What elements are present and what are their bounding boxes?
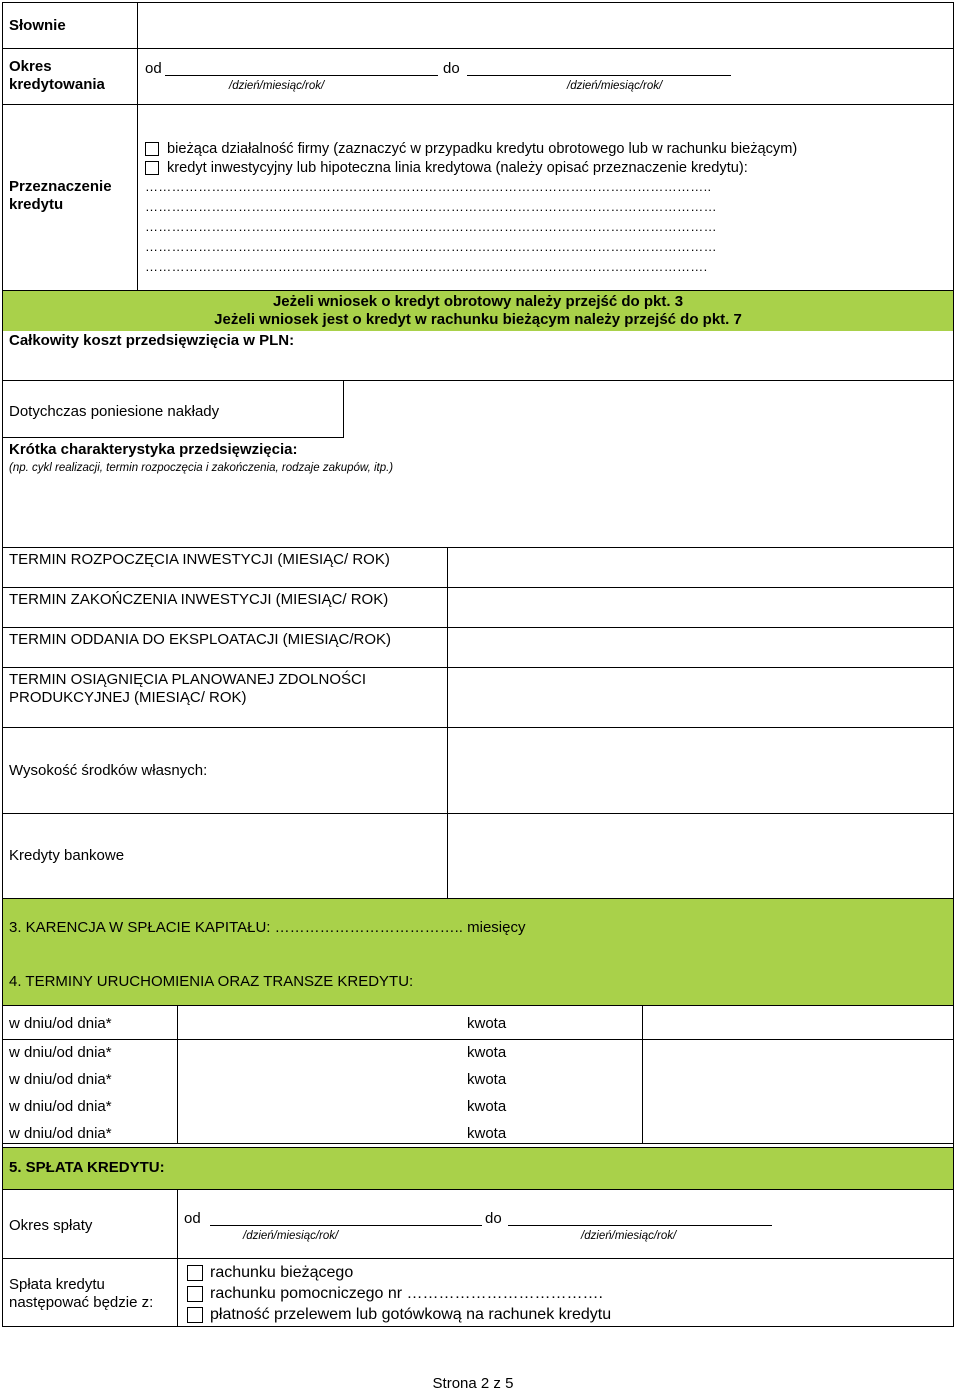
- option-rachunek-pomocniczy: rachunku pomocniczego nr ……………………………….: [210, 1285, 603, 1302]
- splata-od-label: od: [184, 1210, 201, 1227]
- splata-od-hint: /dzień/miesiąc/rok/: [243, 1230, 339, 1242]
- przeznaczenie-dots-1[interactable]: ………………………………………………………………………………………………………………..: [145, 179, 712, 194]
- termin-osiagniecia-label-2: PRODUKCYJNEJ (MIESIĄC/ ROK): [9, 689, 247, 706]
- transza-5-amount-label: kwota: [467, 1125, 507, 1142]
- notice-line-1: Jeżeli wniosek o kredyt obrotowy należy przejść do pkt. 3: [272, 293, 684, 310]
- okres-kredytowania-label-1: Okres: [9, 58, 52, 75]
- sposob-splaty-label-2: następować będzie z:: [9, 1294, 154, 1311]
- termin-oddania-field[interactable]: [449, 629, 951, 667]
- transza-3-date-label: w dniu/od dnia*: [9, 1071, 112, 1088]
- okres-do-field[interactable]: [467, 75, 731, 76]
- transza-4-amount-label: kwota: [467, 1098, 507, 1115]
- termin-zakonczenia-field[interactable]: [449, 589, 951, 627]
- termin-osiagniecia-label-1: TERMIN OSIĄGNIĘCIA PLANOWANEJ ZDOLNOŚCI: [9, 671, 366, 688]
- okres-od-field[interactable]: [165, 75, 438, 76]
- kredyty-bankowe-label: Kredyty bankowe: [9, 847, 125, 864]
- kredyty-bankowe-field[interactable]: [449, 815, 951, 898]
- od-label: od: [145, 60, 162, 77]
- transza-5-date-field[interactable]: [179, 1120, 459, 1142]
- okres-splaty-label: Okres spłaty: [9, 1217, 93, 1234]
- transza-5-date-label: w dniu/od dnia*: [9, 1125, 112, 1142]
- sposob-splaty-label-1: Spłata kredytu: [9, 1276, 105, 1293]
- charakterystyka-label: Krótka charakterystyka przedsięwzięcia:: [9, 441, 298, 458]
- okres-kredytowania-label-2: kredytowania: [9, 76, 105, 93]
- splata-do-hint: /dzień/miesiąc/rok/: [581, 1230, 677, 1242]
- przeznaczenie-dots-3[interactable]: …………………………………………………………………………………………………………………: [145, 219, 717, 234]
- checkbox-platnosc-przelewem[interactable]: [187, 1307, 203, 1323]
- srodki-wlasne-field[interactable]: [449, 729, 951, 812]
- option-biezaca-dzialalnosc: bieżąca działalność firmy (zaznaczyć w przypadku kredytu obrotowego lub w rachunku bieżącym): [167, 141, 798, 157]
- transza-1-amount-label: kwota: [467, 1015, 507, 1032]
- termin-zakonczenia-label: TERMIN ZAKOŃCZENIA INWESTYCJI (MIESIĄC/ ROK): [9, 591, 389, 608]
- splata-do-label: do: [485, 1210, 502, 1227]
- splata-title: 5. SPŁATA KREDYTU:: [9, 1159, 165, 1176]
- naklady-label: Dotychczas poniesione nakłady: [9, 403, 220, 420]
- transza-2-date-field[interactable]: [179, 1041, 459, 1065]
- termin-oddania-label: TERMIN ODDANIA DO EKSPLOATACJI (MIESIĄC/ROK): [9, 631, 391, 648]
- option-platnosc-przelewem: płatność przelewem lub gotówkową na rachunek kredytu: [210, 1306, 612, 1323]
- termin-osiagniecia-field[interactable]: [449, 669, 951, 726]
- checkbox-rachunek-pomocniczy[interactable]: [187, 1286, 203, 1302]
- transza-2-amount-field[interactable]: [644, 1041, 951, 1065]
- transza-5-amount-field[interactable]: [644, 1120, 951, 1142]
- przeznaczenie-dots-2[interactable]: …………………………………………………………………………………………………………………: [145, 199, 717, 214]
- transza-4-date-label: w dniu/od dnia*: [9, 1098, 112, 1115]
- calkowity-koszt-label: Całkowity koszt przedsięwzięcia w PLN:: [9, 332, 295, 349]
- transza-4-amount-field[interactable]: [644, 1094, 951, 1118]
- przeznaczenie-dots-4[interactable]: …………………………………………………………………………………………………………………: [145, 239, 717, 254]
- checkbox-rachunek-biezacy[interactable]: [187, 1265, 203, 1281]
- przeznaczenie-dots-5[interactable]: ……………………………………………………………………………………………………………….: [145, 259, 708, 274]
- do-label: do: [443, 60, 460, 77]
- termin-rozpoczecia-field[interactable]: [449, 549, 951, 587]
- charakterystyka-hint: (np. cykl realizacji, termin rozpoczęcia i zakończenia, rodzaje zakupów, itp.): [9, 462, 394, 474]
- karencja-label[interactable]: 3. KARENCJA W SPŁACIE KAPITAŁU: ……………………………….. miesięcy: [9, 919, 526, 936]
- transza-1-date-field[interactable]: [179, 1007, 459, 1038]
- termin-rozpoczecia-label: TERMIN ROZPOCZĘCIA INWESTYCJI (MIESIĄC/ ROK): [9, 551, 390, 568]
- transza-4-date-field[interactable]: [179, 1094, 459, 1118]
- calkowity-koszt-field[interactable]: [330, 331, 950, 379]
- slownie-field[interactable]: [139, 4, 951, 47]
- transza-3-date-field[interactable]: [179, 1067, 459, 1091]
- okres-do-hint: /dzień/miesiąc/rok/: [567, 80, 663, 92]
- transze-title: 4. TERMINY URUCHOMIENIA ORAZ TRANSZE KREDYTU:: [9, 973, 414, 990]
- przeznaczenie-label-2: kredytu: [9, 196, 64, 213]
- transza-3-amount-label: kwota: [467, 1071, 507, 1088]
- charakterystyka-field[interactable]: [4, 480, 950, 545]
- page-number: Strona 2 z 5: [432, 1375, 514, 1392]
- transza-1-date-label: w dniu/od dnia*: [9, 1015, 112, 1032]
- checkbox-kredyt-inwestycyjny[interactable]: [145, 161, 159, 175]
- okres-od-hint: /dzień/miesiąc/rok/: [229, 80, 325, 92]
- slownie-label: Słownie: [9, 17, 66, 34]
- transza-2-date-label: w dniu/od dnia*: [9, 1044, 112, 1061]
- splata-do-field[interactable]: [508, 1225, 772, 1226]
- checkbox-biezaca-dzialalnosc[interactable]: [145, 142, 159, 156]
- naklady-field[interactable]: [345, 382, 951, 437]
- notice-line-2: Jeżeli wniosek jest o kredyt w rachunku bieżącym należy przejść do pkt. 7: [214, 311, 742, 328]
- srodki-wlasne-label: Wysokość środków własnych:: [9, 762, 208, 779]
- przeznaczenie-label-1: Przeznaczenie: [9, 178, 112, 195]
- option-rachunek-biezacy: rachunku bieżącego: [210, 1264, 354, 1281]
- option-kredyt-inwestycyjny: kredyt inwestycyjny lub hipoteczna linia kredytowa (należy opisać przeznaczenie kredytu):: [167, 160, 748, 176]
- transza-3-amount-field[interactable]: [644, 1067, 951, 1091]
- transza-2-amount-label: kwota: [467, 1044, 507, 1061]
- transza-1-amount-field[interactable]: [644, 1007, 951, 1038]
- splata-od-field[interactable]: [210, 1225, 482, 1226]
